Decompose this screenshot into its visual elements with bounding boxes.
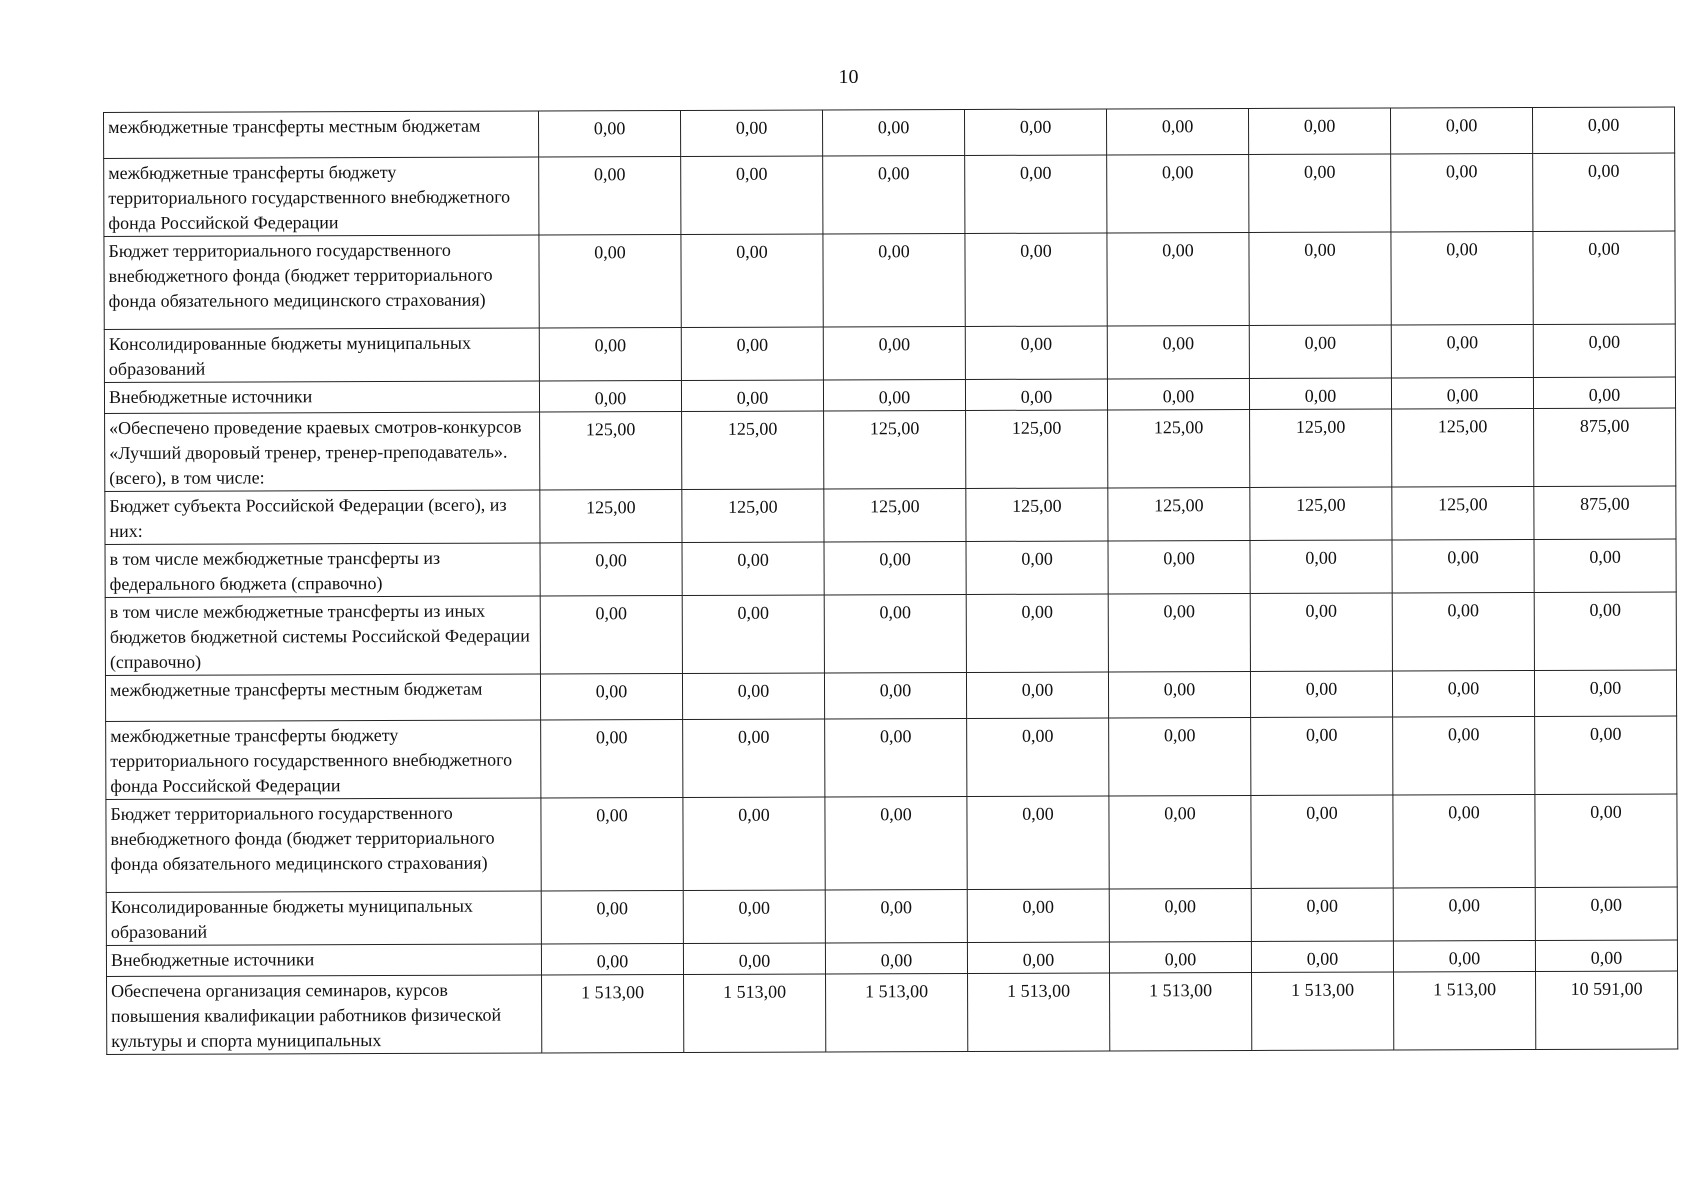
row-label: Консолидированные бюджеты муниципальных образований	[104, 328, 539, 383]
year-value: 0,00	[965, 155, 1107, 233]
year-value: 0,00	[1249, 154, 1391, 232]
year-value: 0,00	[823, 233, 965, 326]
year-value: 125,00	[824, 488, 966, 541]
total-value: 0,00	[1535, 794, 1677, 887]
year-value: 0,00	[965, 233, 1107, 326]
year-value: 0,00	[966, 672, 1108, 718]
year-value: 0,00	[967, 796, 1109, 889]
year-value: 0,00	[541, 719, 683, 797]
year-value: 0,00	[1107, 233, 1249, 326]
total-value: 0,00	[1533, 324, 1675, 377]
year-value: 0,00	[1108, 540, 1250, 593]
total-value: 10 591,00	[1536, 971, 1678, 1049]
year-value: 0,00	[1251, 941, 1393, 972]
year-value: 0,00	[683, 890, 825, 943]
row-label: «Обеспечено проведение краевых смотров-конкурсов «Лучший дворовый тренер, тренер-преподаватель». (всего), в том числе:	[105, 412, 540, 492]
year-value: 0,00	[1391, 154, 1533, 232]
year-value: 125,00	[540, 411, 682, 489]
total-value: 875,00	[1534, 486, 1676, 539]
year-value: 0,00	[1251, 888, 1393, 941]
year-value: 0,00	[1106, 109, 1248, 155]
year-value: 125,00	[682, 411, 824, 489]
year-value: 0,00	[1391, 378, 1533, 409]
year-value: 0,00	[1393, 717, 1535, 795]
year-value: 125,00	[1108, 409, 1250, 487]
total-value: 0,00	[1535, 716, 1677, 794]
year-value: 0,00	[1108, 593, 1250, 671]
year-value: 0,00	[538, 110, 680, 156]
year-value: 125,00	[966, 410, 1108, 488]
total-value: 875,00	[1534, 408, 1676, 486]
total-value: 0,00	[1534, 592, 1676, 670]
year-value: 1 513,00	[1252, 972, 1394, 1050]
table-body	[104, 107, 1678, 1054]
year-value: 0,00	[967, 889, 1109, 942]
year-value: 0,00	[539, 156, 681, 234]
year-value: 0,00	[825, 889, 967, 942]
table-row	[104, 107, 1675, 158]
year-value: 0,00	[1249, 325, 1391, 378]
total-value: 0,00	[1532, 107, 1674, 153]
year-value: 0,00	[683, 797, 825, 890]
year-value: 0,00	[1109, 717, 1251, 795]
year-value: 0,00	[539, 234, 681, 327]
year-value: 125,00	[824, 410, 966, 488]
year-value: 0,00	[540, 542, 682, 595]
year-value: 0,00	[1251, 795, 1393, 888]
year-value: 125,00	[682, 489, 824, 542]
year-value: 0,00	[682, 595, 824, 673]
year-value: 0,00	[681, 327, 823, 380]
year-value: 125,00	[1250, 409, 1392, 487]
year-value: 0,00	[1391, 325, 1533, 378]
year-value: 0,00	[1392, 593, 1534, 671]
year-value: 1 513,00	[684, 974, 826, 1052]
row-label: межбюджетные трансферты местным бюджетам	[105, 674, 540, 722]
year-value: 0,00	[966, 594, 1108, 672]
year-value: 0,00	[823, 326, 965, 379]
total-value: 0,00	[1533, 377, 1675, 408]
year-value: 0,00	[681, 380, 823, 411]
table-row	[104, 231, 1675, 329]
year-value: 0,00	[824, 541, 966, 594]
row-label: Обеспечена организация семинаров, курсов повышения квалификации работников физической культуры и спорта муниципальных	[107, 975, 542, 1055]
year-value: 0,00	[825, 796, 967, 889]
year-value: 125,00	[1392, 487, 1534, 540]
year-value: 0,00	[540, 595, 682, 673]
year-value: 0,00	[1392, 540, 1534, 593]
total-value: 0,00	[1535, 887, 1677, 940]
table-row	[104, 153, 1675, 236]
year-value: 0,00	[825, 718, 967, 796]
year-value: 0,00	[964, 109, 1106, 155]
year-value: 0,00	[539, 380, 681, 411]
year-value: 0,00	[683, 719, 825, 797]
row-label: Консолидированные бюджеты муниципальных образований	[106, 891, 541, 946]
year-value: 0,00	[682, 673, 824, 719]
year-value: 0,00	[1251, 717, 1393, 795]
year-value: 0,00	[1393, 795, 1535, 888]
row-label: Бюджет субъекта Российской Федерации (всего), из них:	[105, 490, 540, 545]
total-value: 0,00	[1533, 153, 1675, 231]
year-value: 0,00	[824, 672, 966, 718]
year-value: 0,00	[1250, 540, 1392, 593]
year-value: 0,00	[539, 327, 681, 380]
year-value: 0,00	[541, 890, 683, 943]
year-value: 0,00	[1393, 888, 1535, 941]
year-value: 0,00	[1250, 671, 1392, 717]
year-value: 1 513,00	[968, 973, 1110, 1051]
year-value: 0,00	[825, 942, 967, 973]
row-label: в том числе межбюджетные трансферты из федерального бюджета (справочно)	[105, 543, 540, 598]
year-value: 0,00	[823, 379, 965, 410]
year-value: 1 513,00	[1394, 972, 1536, 1050]
year-value: 125,00	[966, 488, 1108, 541]
year-value: 1 513,00	[826, 973, 968, 1051]
year-value: 0,00	[1108, 671, 1250, 717]
year-value: 0,00	[1107, 155, 1249, 233]
row-label: Бюджет территориального государственного внебюджетного фонда (бюджет территориального фонда обязательного медицинского страхования)	[106, 798, 541, 893]
table-row	[105, 408, 1676, 491]
total-value: 0,00	[1533, 231, 1675, 324]
table-row	[107, 971, 1678, 1054]
table-row	[105, 592, 1676, 675]
row-label: межбюджетные трансферты бюджету территориального государственного внебюджетного фонда Российской Федерации	[104, 157, 539, 237]
year-value: 0,00	[1109, 795, 1251, 888]
table-row	[105, 486, 1676, 544]
year-value: 0,00	[1107, 326, 1249, 379]
table-row	[105, 670, 1676, 721]
year-value: 0,00	[541, 943, 683, 974]
row-label: Бюджет территориального государственного внебюджетного фонда (бюджет территориального фонда обязательного медицинского страхования)	[104, 235, 539, 330]
row-label: Внебюджетные источники	[104, 381, 539, 414]
year-value: 1 513,00	[542, 974, 684, 1052]
year-value: 125,00	[1108, 487, 1250, 540]
year-value: 0,00	[823, 155, 965, 233]
budget-table	[103, 107, 1678, 1055]
year-value: 1 513,00	[1110, 972, 1252, 1050]
year-value: 0,00	[1109, 888, 1251, 941]
year-value: 0,00	[966, 541, 1108, 594]
year-value: 0,00	[1392, 671, 1534, 717]
table-row	[106, 887, 1677, 945]
year-value: 0,00	[1248, 108, 1390, 154]
total-value: 0,00	[1534, 539, 1676, 592]
year-value: 0,00	[1391, 232, 1533, 325]
year-value: 0,00	[822, 109, 964, 155]
year-value: 0,00	[1390, 108, 1532, 154]
year-value: 0,00	[1393, 941, 1535, 972]
year-value: 0,00	[541, 797, 683, 890]
row-label: межбюджетные трансферты местным бюджетам	[104, 111, 539, 159]
year-value: 0,00	[965, 326, 1107, 379]
year-value: 0,00	[1249, 378, 1391, 409]
year-value: 0,00	[1107, 378, 1249, 409]
year-value: 0,00	[967, 718, 1109, 796]
row-label: межбюджетные трансферты бюджету территориального государственного внебюджетного фонда Российской Федерации	[106, 720, 541, 800]
table-row	[104, 324, 1675, 382]
year-value: 0,00	[683, 943, 825, 974]
year-value: 0,00	[1249, 232, 1391, 325]
year-value: 0,00	[680, 110, 822, 156]
year-value: 125,00	[1250, 487, 1392, 540]
year-value: 0,00	[967, 942, 1109, 973]
year-value: 0,00	[682, 542, 824, 595]
table-row	[106, 716, 1677, 799]
year-value: 0,00	[824, 594, 966, 672]
page-number: 10	[838, 66, 859, 88]
row-label: в том числе межбюджетные трансферты из иных бюджетов бюджетной системы Российской Федерации (справочно)	[105, 596, 540, 676]
row-label: Внебюджетные источники	[106, 944, 541, 977]
table-row	[106, 794, 1677, 892]
year-value: 125,00	[1392, 409, 1534, 487]
total-value: 0,00	[1535, 940, 1677, 971]
year-value: 0,00	[1250, 593, 1392, 671]
table-row	[105, 539, 1676, 597]
year-value: 0,00	[681, 156, 823, 234]
year-value: 125,00	[540, 489, 682, 542]
year-value: 0,00	[540, 673, 682, 719]
year-value: 0,00	[965, 379, 1107, 410]
total-value: 0,00	[1534, 670, 1676, 716]
year-value: 0,00	[1109, 941, 1251, 972]
year-value: 0,00	[681, 234, 823, 327]
